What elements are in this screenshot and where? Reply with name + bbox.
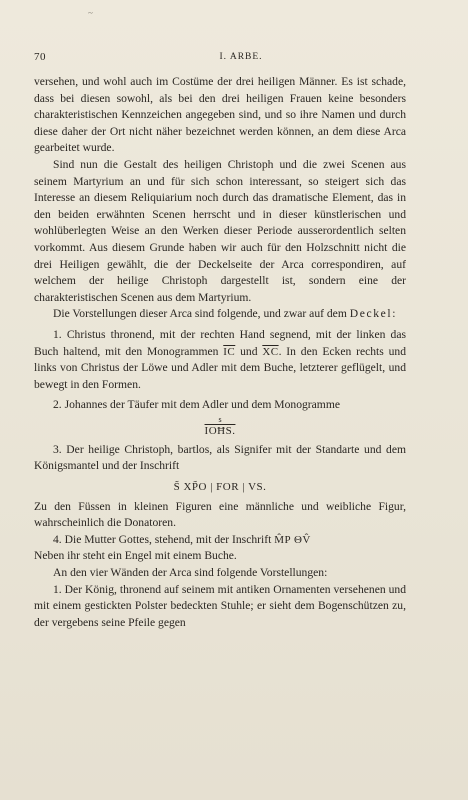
running-title: I. ARBE. (219, 52, 263, 62)
colon: : (392, 307, 396, 321)
monogram-ios-superscript: s (218, 414, 222, 424)
body-text (34, 74, 406, 631)
monogram-xc: $\overline{XC}$ (262, 345, 279, 358)
paragraph-walls: An den vier Wänden der Arca sind folgende Vorstellungen: (53, 566, 328, 580)
vorstellungen-intro: Die Vorstellungen dieser Arca sind folgende, und zwar auf dem (53, 307, 347, 321)
item-2: 2. Johannes der Täufer mit dem Adler und dem Monogramme (53, 398, 340, 412)
corner-mark: ~ (88, 8, 93, 18)
monogram-mp-theta: M̂P ΘV̂ (274, 533, 311, 546)
paragraph-continued: versehen, und wohl auch im Costüme der drei heiligen Männer. Es ist schade, dass bei diesen sowohl, als bei den drei heiligen Frauen keine besonders charakteristischen Kennzeichen angegeben sind, und so ihre Namen und durch diese daher der Ort nicht näher bezeichnet werden können, an dem diese Arca gearbeitet wurde. (34, 75, 406, 155)
monogram-ic: $\overline{IC}$ (223, 345, 236, 358)
item-4 (34, 532, 406, 549)
item-1 (34, 327, 406, 393)
item-3: 3. Der heilige Christoph, bartlos, als Signifer mit der Standarte und dem Königsmantel und der Inschrift (34, 442, 406, 473)
item-1-text-c: . In den Ecken rechts und links von Christus der Löwe und Adler mit dem Buche, letzterer geflügelt, und bewegt in den Formen. (34, 344, 406, 391)
item-1-text-b: und (240, 344, 258, 358)
item-4-text-a: 4. Die Mutter Gottes, stehend, mit der Inschrift (53, 532, 272, 546)
page-number: 70 (34, 51, 46, 63)
monogram-ios: IOĦS. (204, 424, 236, 437)
item-1-text-a: 1. Christus thronend, mit der rechten Hand segnend, mit der linken das Buch haltend, mit den Monogrammen (34, 327, 406, 358)
wall-item-1: 1. Der König, thronend auf seinem mit antiken Ornamenten versehenen und mit einem gestickten Polster bedeckten Stuhle; er sieht dem Bogenschützen zu, der vergebens seine Pfeile gegen (34, 582, 406, 629)
paragraph-christoph: Sind nun die Gestalt des heiligen Christoph und die zwei Scenen aus seinem Martyrium an und für sich schon interessant, so steigert sich das Interesse an diesem Reliquiarium noch durch das dramatische Element, das in den beiden erwähnten Scenen herrscht und in dieser künstlerischen und wohlüberlegten Weise an den Werken dieser Periode ausserordentlich selten vorkommt. Aus diesem Grunde haben wir auch für den Holzschnitt nicht die drei Heiligen gewählt, die der Deckelseite der Arca correspondiren, auf welchem der heilige Christoph dargestellt ist, sondern eine der charakteristischen Scenen aus dem Martyrium. (34, 157, 406, 304)
item-4-continued: Neben ihr steht ein Engel mit einem Buche. (34, 549, 237, 563)
paragraph-vorstellungen (34, 306, 406, 323)
page-header (34, 51, 428, 65)
inscription-christoph: S̃ XP̃O | FOR | VS. (173, 481, 267, 494)
deckel-label: Deckel (349, 307, 393, 321)
item-3-continued: Zu den Füssen in kleinen Figuren eine männliche und weibliche Figur, wahrscheinlich die Donatoren. (34, 499, 406, 530)
